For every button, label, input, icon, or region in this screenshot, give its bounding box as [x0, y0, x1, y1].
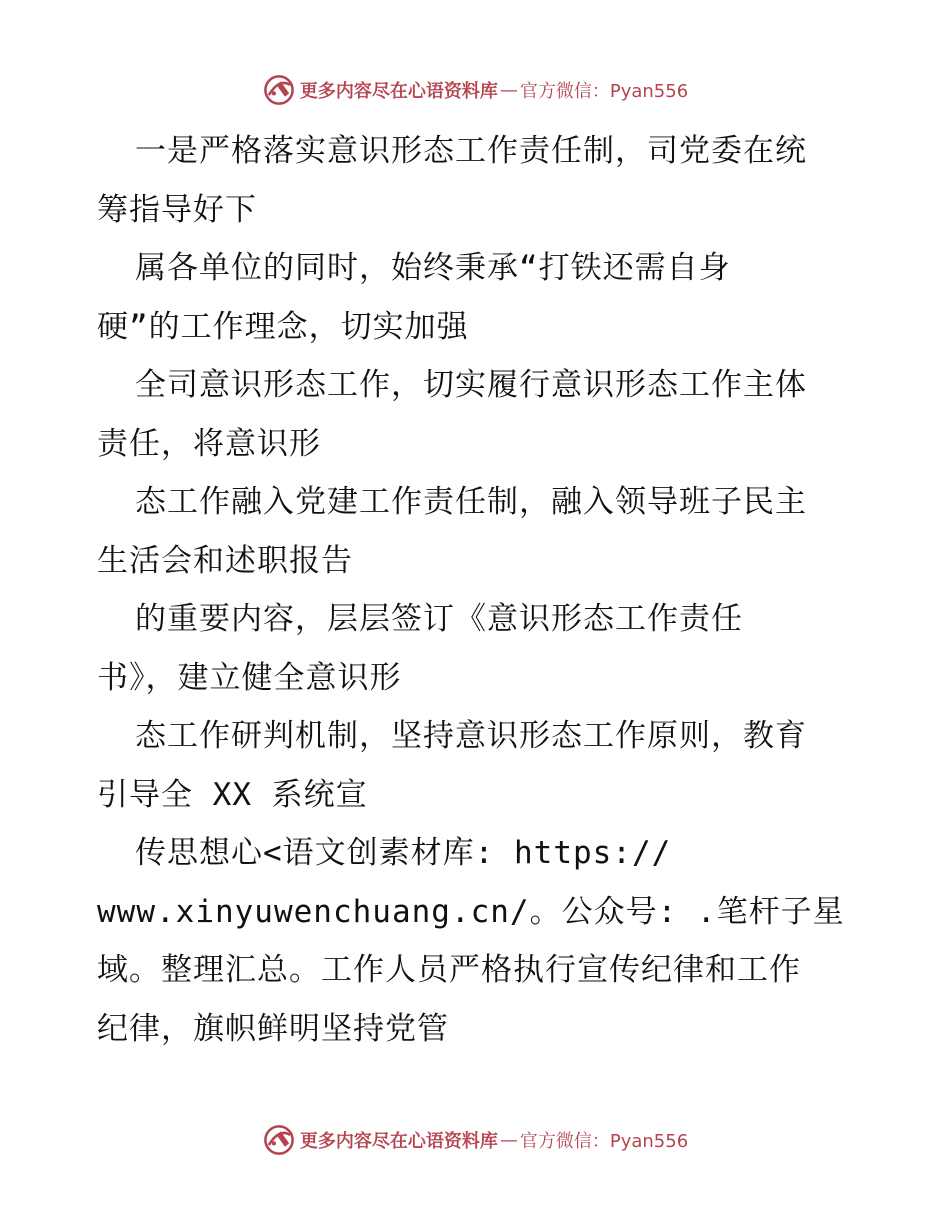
body-line: 域。整理汇总。工作人员严格执行宣传纪律和工作 [97, 952, 801, 988]
body-line: 生活会和述职报告 [97, 542, 353, 579]
pen-nib-logo-icon [262, 1123, 296, 1157]
body-line: www.xinyuwenchuang.cn/。公众号: .笔杆子星 [97, 893, 845, 930]
body-line: 硬”的工作理念，切实加强 [97, 308, 469, 345]
body-line: 一是严格落实意识形态工作责任制，司党委在统 [135, 133, 807, 169]
footer-dash: — [499, 1129, 518, 1151]
body-text [97, 122, 857, 1058]
body-line: 传思想心<语文创素材库: https:// [135, 835, 672, 871]
header-wechat-text: 官方微信：Pyan556 [519, 81, 689, 102]
header-dash: — [499, 79, 518, 101]
body-line: 态工作融入党建工作责任制，融入领导班子民主 [135, 484, 807, 520]
body-line: 书》，建立健全意识形 [97, 659, 402, 696]
body-line: 属各单位的同时，始终秉承“打铁还需自身 [135, 250, 731, 286]
header-banner [0, 70, 950, 110]
body-line: 引导全 XX 系统宣 [97, 776, 368, 813]
footer-wechat-text: 官方微信：Pyan556 [519, 1131, 689, 1152]
body-line: 纪律，旗帜鲜明坚持党管 [97, 1010, 449, 1047]
footer-banner [0, 1120, 950, 1160]
footer-brand-text: 更多内容尽在心语资料库 [299, 1131, 498, 1152]
body-line: 筹指导好下 [97, 191, 257, 228]
body-line: 责任，将意识形 [97, 425, 321, 462]
header-brand-text: 更多内容尽在心语资料库 [299, 81, 498, 102]
body-line: 全司意识形态工作，切实履行意识形态工作主体 [135, 367, 807, 403]
pen-nib-logo-icon [262, 73, 296, 107]
body-line: 的重要内容，层层签订《意识形态工作责任 [135, 601, 743, 637]
body-line: 态工作研判机制，坚持意识形态工作原则，教育 [135, 718, 807, 754]
